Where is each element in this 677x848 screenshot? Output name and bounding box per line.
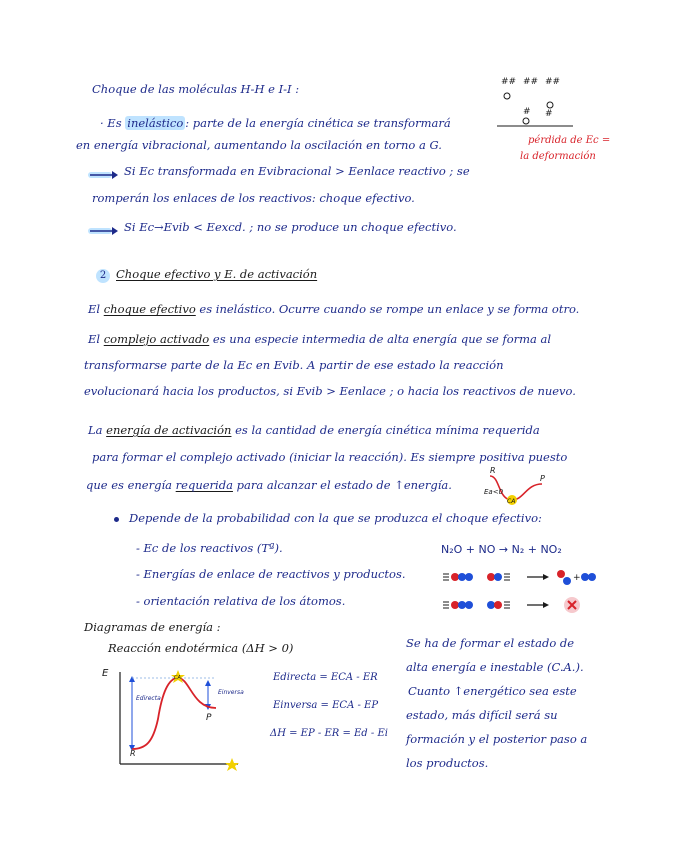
section1-line4: romperán los enlaces de los reactivos: choque efectivo. <box>92 191 415 205</box>
side-note-2: la deformación <box>520 151 596 162</box>
svg-text:##: ## <box>501 77 517 87</box>
section3-title: Diagramas de energía : <box>84 620 221 634</box>
highlight-inelastico: inelástico <box>127 116 184 130</box>
svg-text:CA: CA <box>174 675 181 681</box>
para-line-6: para formar el complejo activado (iniciar la reacción). Es siempre positiva puesto <box>92 450 568 464</box>
bullet-icon <box>114 517 119 522</box>
section2-title <box>96 267 317 283</box>
svg-text:Edirecta: Edirecta <box>136 695 161 702</box>
endothermic-energy-diagram <box>98 664 258 778</box>
mini-activation-diagram <box>482 464 552 514</box>
equation-edirecta: Edirecta = ECA - ER <box>273 672 378 683</box>
svg-text:Einversa: Einversa <box>218 689 244 696</box>
svg-text:#: # <box>523 107 531 117</box>
side-note-1: pérdida de Ec = <box>528 135 611 146</box>
svg-text:##: ## <box>545 77 561 87</box>
section3-subtitle: Reacción endotérmica (ΔH > 0) <box>108 641 294 655</box>
equation-delta-h: ΔH = EP - ER = Ed - Ei <box>270 728 388 739</box>
para-line-3: transformarse parte de la Ec en Evib. A partir de ese estado la reacción <box>84 358 504 372</box>
svg-text:##: ## <box>523 77 539 87</box>
bullet-depende: Depende de la probabilidad con la que se produzca el choque efectivo: <box>114 511 542 525</box>
reaction-equation: N₂O + NO → N₂ + NO₂ <box>441 543 562 556</box>
arrow-icon <box>88 222 120 241</box>
section1-line1: · Es inelástico : parte de la energía cinética se transformará <box>100 116 451 130</box>
para-line-4: evolucionará hacia los productos, si Evib > Eenlace ; o hacia los reactivos de nuevo. <box>84 384 576 398</box>
note-line-1: Se ha de formar el estado de <box>406 636 575 650</box>
section-number-badge: 2 <box>96 269 110 283</box>
term-requerida: requerida <box>175 478 233 492</box>
section1-title: Choque de las moléculas H-H e I-I : <box>92 82 300 96</box>
term-energia-activacion: energía de activación <box>106 423 232 437</box>
svg-text:E: E <box>102 668 109 679</box>
svg-text:R: R <box>130 749 136 758</box>
para-line-7: que es energía requerida para alcanzar el estado de ↑energía. <box>86 478 452 492</box>
para-complejo-activado: El complejo activado es una especie intermedia de alta energía que se forma al <box>88 332 552 346</box>
sub-item-3: - orientación relativa de los átomos. <box>136 594 346 608</box>
section1-line2: en energía vibracional, aumentando la oscilación en torno a G. <box>76 138 442 152</box>
svg-text:#: # <box>545 109 553 119</box>
molecule-collision-sketch <box>495 72 575 136</box>
svg-text:+: + <box>573 573 581 583</box>
svg-text:Ea<0: Ea<0 <box>484 488 504 496</box>
svg-text:R: R <box>490 466 496 475</box>
orientation-ineffective-sketch <box>441 594 601 620</box>
orientation-effective-sketch <box>441 566 601 592</box>
term-complejo-activado: complejo activado <box>103 332 210 346</box>
para-energia-activacion: La energía de activación es la cantidad de energía cinética mínima requerida <box>88 423 540 437</box>
svg-text:P: P <box>206 713 212 723</box>
note-line-5: formación y el posterior paso a <box>406 732 588 746</box>
term-choque-efectivo: choque efectivo <box>103 302 196 316</box>
note-line-6: los productos. <box>406 756 489 770</box>
sub-item-1: - Ec de los reactivos (Tª). <box>136 541 283 555</box>
note-line-2: alta energía e inestable (C.A.). <box>406 660 584 674</box>
svg-text:P: P <box>540 474 545 483</box>
note-line-4: estado, más difícil será su <box>406 708 558 722</box>
section1-line3: Si Ec transformada en Evibracional > Eenlace reactivo ; se <box>124 164 470 178</box>
sub-item-2: - Energías de enlace de reactivos y productos. <box>136 567 406 581</box>
section1-line5: Si Ec→Evib < Eexcd. ; no se produce un choque efectivo. <box>124 220 457 234</box>
svg-text:CA: CA <box>507 498 516 505</box>
section2-title-text: Choque efectivo y E. de activación <box>116 267 318 281</box>
para-choque-efectivo: El choque efectivo es inelástico. Ocurre cuando se rompe un enlace y se forma otro. <box>88 302 580 316</box>
note-line-3: Cuanto ↑energético sea este <box>408 684 577 698</box>
arrow-icon <box>88 166 120 185</box>
equation-einversa: Einversa = ECA - EP <box>273 700 379 711</box>
